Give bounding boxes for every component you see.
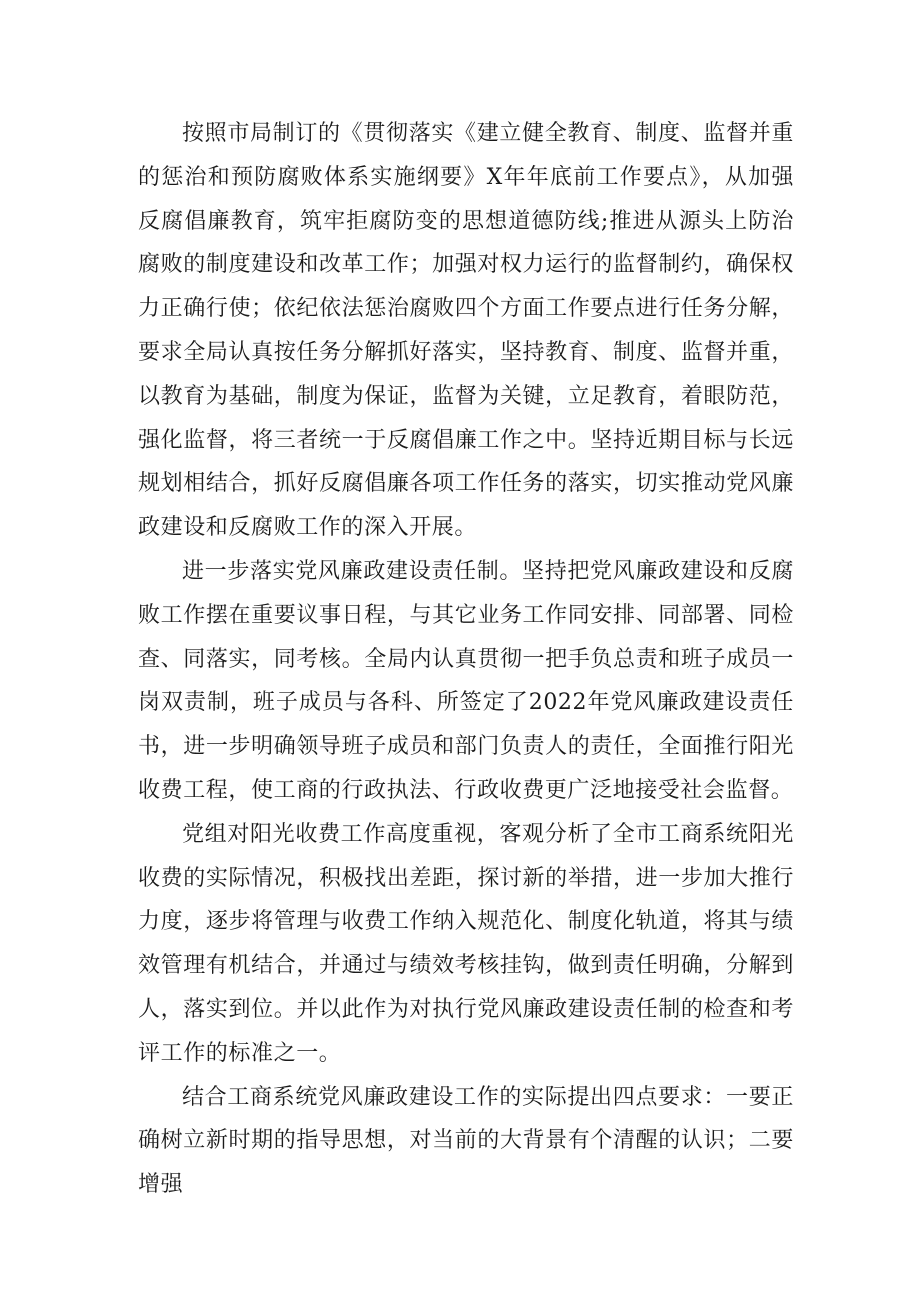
document-body: [138, 112, 794, 1207]
paragraph-1: 按照市局制订的《贯彻落实《建立健全教育、制度、监督并重的惩治和预防腐败体系实施纲要》X年年底前工作要点》，从加强反腐倡廉教育，筑牢拒腐防变的思想道德防线;推进从源头上防治腐败的制度建设和改革工作；加强对权力运行的监督制约，确保权力正确行使；依纪依法惩治腐败四个方面工作要点进行任务分解，要求全局认真按任务分解抓好落实，坚持教育、制度、监督并重，以教育为基础，制度为保证，监督为关键，立足教育，着眼防范，强化监督，将三者统一于反腐倡廉工作之中。坚持近期目标与长远规划相结合，抓好反腐倡廉各项工作任务的落实，切实推动党风廉政建设和反腐败工作的深入开展。: [138, 121, 794, 541]
paragraph-2: 进一步落实党风廉政建设责任制。坚持把党风廉政建设和反腐败工作摆在重要议事日程，与其它业务工作同安排、同部署、同检查、同落实，同考核。全局内认真贯彻一把手负总责和班子成员一岗双责制，班子成员与各科、所签定了2022年党风廉政建设责任书，进一步明确领导班子成员和部门负责人的责任，全面推行阳光收费工程，使工商的行政执法、行政收费更广泛地接受社会监督。: [138, 558, 794, 803]
paragraph-4: 结合工商系统党风廉政建设工作的实际提出四点要求：一要正确树立新时期的指导思想，对当前的大背景有个清醒的认识；二要增强: [138, 1084, 794, 1198]
paragraph-3: 党组对阳光收费工作高度重视，客观分析了全市工商系统阳光收费的实际情况，积极找出差距，探讨新的举措，进一步加大推行力度，逐步将管理与收费工作纳入规范化、制度化轨道，将其与绩效管理有机结合，并通过与绩效考核挂钩，做到责任明确，分解到人，落实到位。并以此作为对执行党风廉政建设责任制的检查和考评工作的标准之一。: [138, 821, 794, 1066]
